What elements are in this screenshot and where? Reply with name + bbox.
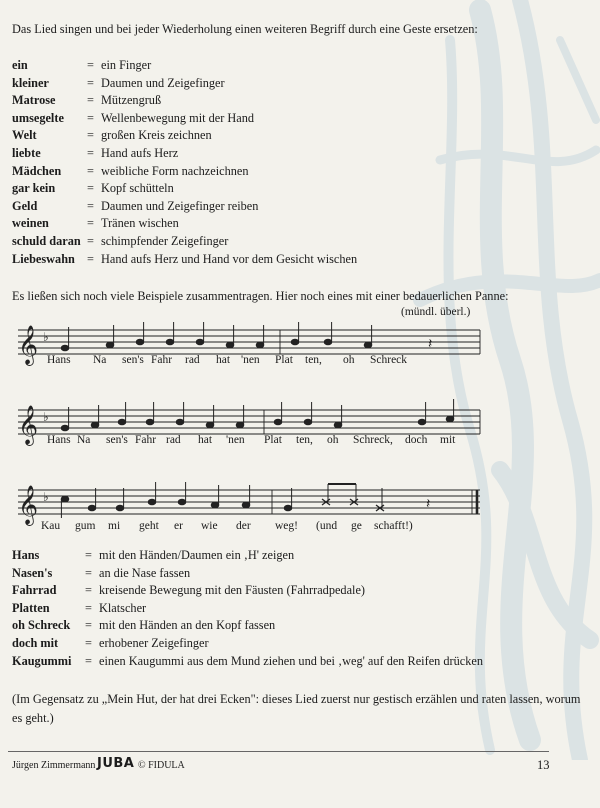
gesture-row xyxy=(12,618,483,636)
lyric-syllable: ge xyxy=(351,520,362,532)
gesture-row xyxy=(12,636,483,654)
svg-text:𝄽: 𝄽 xyxy=(428,337,433,352)
gesture-meaning: Daumen und Zeigefinger reiben xyxy=(101,198,259,213)
lyric-syllable: (und xyxy=(316,520,338,532)
equals-sign: = xyxy=(85,548,92,562)
lyric-syllable: Hans xyxy=(47,354,71,366)
gesture-term: gar kein xyxy=(12,181,56,196)
gesture-meaning: Klatscher xyxy=(99,600,147,615)
source-note: (mündl. überl.) xyxy=(401,306,471,318)
gesture-list-2 xyxy=(12,548,483,671)
gesture-meaning: weibliche Form nachzeichnen xyxy=(101,163,249,178)
lyric-syllable: Plat xyxy=(264,434,282,446)
gesture-term: Hans xyxy=(12,548,40,562)
equals-sign: = xyxy=(85,635,92,650)
equals-sign: = xyxy=(87,58,94,72)
gesture-meaning: kreisende Bewegung mit den Fäusten (Fahrradpedale) xyxy=(99,583,366,598)
svg-text:𝄽: 𝄽 xyxy=(426,497,431,512)
lyric-syllable: geht xyxy=(139,520,159,532)
gesture-meaning: Mützengruß xyxy=(101,93,162,108)
lyric-syllable: wie xyxy=(201,520,218,532)
lyric-syllable: doch xyxy=(405,434,428,446)
equals-sign: = xyxy=(85,565,92,580)
footer-publisher: © FIDULA xyxy=(138,760,185,771)
lyric-syllable: Na xyxy=(77,434,91,446)
lyric-syllable: Na xyxy=(93,354,107,366)
gesture-row xyxy=(12,164,357,182)
lyric-syllable: rad xyxy=(185,354,200,366)
svg-text:♭: ♭ xyxy=(43,490,49,504)
lyric-syllable: Schreck xyxy=(370,354,408,366)
equals-sign: = xyxy=(87,128,94,143)
svg-text:♭: ♭ xyxy=(43,330,49,344)
gesture-row xyxy=(12,58,357,76)
equals-sign: = xyxy=(87,145,94,160)
lyric-syllable: Hans xyxy=(47,434,71,446)
second-intro-text: Es ließen sich noch viele Beispiele zusammentragen. Hier noch eines mit einer bedauerlichen Panne: xyxy=(12,289,509,303)
lyric-syllable: Schreck, xyxy=(353,434,393,446)
gesture-meaning: Hand aufs Herz xyxy=(101,145,179,160)
gesture-meaning: Daumen und Zeigefinger xyxy=(101,75,225,90)
juba-logo: JUBA xyxy=(97,756,135,771)
gesture-meaning: Hand aufs Herz und Hand vor dem Gesicht wischen xyxy=(101,251,358,266)
gesture-row xyxy=(12,601,483,619)
lyric-syllable: gum xyxy=(75,520,96,532)
gesture-term: ein xyxy=(12,58,28,72)
gesture-row xyxy=(12,111,357,129)
lyric-syllable: oh xyxy=(343,354,355,366)
equals-sign: = xyxy=(87,181,94,196)
lyric-syllable: 'nen xyxy=(226,434,245,446)
lyric-syllable: Fahr xyxy=(135,434,157,446)
equals-sign: = xyxy=(85,618,92,633)
gesture-row xyxy=(12,252,357,270)
gesture-row xyxy=(12,566,483,584)
lyric-syllable: ten, xyxy=(305,354,322,366)
gesture-term: kleiner xyxy=(12,75,49,90)
gesture-row xyxy=(12,654,483,672)
svg-text:𝄞: 𝄞 xyxy=(18,485,39,525)
gesture-row xyxy=(12,181,357,199)
page-number: 13 xyxy=(537,758,550,772)
lyric-syllable: schafft!) xyxy=(374,520,413,532)
gesture-meaning: Wellenbewegung mit der Hand xyxy=(101,110,255,125)
lyric-syllable: weg! xyxy=(275,520,298,532)
gesture-row xyxy=(12,76,357,94)
lyric-syllable: Kau xyxy=(41,520,61,532)
lyric-syllable: oh xyxy=(327,434,339,446)
gesture-row xyxy=(12,216,357,234)
gesture-row xyxy=(12,548,483,566)
equals-sign: = xyxy=(87,163,94,178)
gesture-meaning: erhobener Zeigefinger xyxy=(99,635,209,650)
gesture-meaning: Tränen wischen xyxy=(101,216,179,231)
lyrics-line-3 xyxy=(0,520,600,536)
lyric-syllable: 'nen xyxy=(241,354,260,366)
equals-sign: = xyxy=(87,198,94,213)
footer-divider xyxy=(8,751,549,752)
equals-sign: = xyxy=(85,653,92,668)
gesture-meaning: schimpfender Zeigefinger xyxy=(101,233,229,248)
lyric-syllable: der xyxy=(236,520,251,532)
svg-text:♭: ♭ xyxy=(43,410,49,424)
lyric-syllable: mit xyxy=(440,434,456,446)
equals-sign: = xyxy=(85,583,92,598)
gesture-term: Matrose xyxy=(12,93,56,108)
gesture-term: Geld xyxy=(12,198,38,213)
lyric-syllable: mi xyxy=(108,520,121,532)
gesture-term: Welt xyxy=(12,128,37,143)
equals-sign: = xyxy=(87,233,94,248)
gesture-row xyxy=(12,234,357,252)
gesture-row xyxy=(12,93,357,111)
equals-sign: = xyxy=(87,110,94,125)
closing-note: (Im Gegensatz zu „Mein Hut, der hat drei Ecken": dieses Lied zuerst nur gestisch erzählen und raten lassen, worum es geht.) xyxy=(12,692,581,725)
gesture-term: Mädchen xyxy=(12,163,62,178)
gesture-list xyxy=(12,58,357,269)
lyric-syllable: sen's xyxy=(122,354,144,366)
gesture-term: weinen xyxy=(12,216,49,231)
lyric-syllable: ten, xyxy=(296,434,313,446)
gesture-term: doch mit xyxy=(12,635,59,650)
gesture-row xyxy=(12,146,357,164)
gesture-term: liebte xyxy=(12,145,41,160)
lyric-syllable: Fahr xyxy=(151,354,173,366)
gesture-term: Liebeswahn xyxy=(12,251,75,266)
lyric-syllable: hat xyxy=(216,354,231,366)
gesture-meaning: ein Finger xyxy=(101,58,152,72)
gesture-meaning: einen Kaugummi aus dem Mund ziehen und bei ‚weg' auf den Reifen drücken xyxy=(99,653,483,668)
gesture-meaning: großen Kreis zeichnen xyxy=(101,128,212,143)
gesture-term: Kaugummi xyxy=(12,653,72,668)
intro-text: Das Lied singen und bei jeder Wiederholung einen weiteren Begriff durch eine Geste ersetzen: xyxy=(12,22,478,36)
lyrics-line-1 xyxy=(0,354,600,370)
lyrics-line-2 xyxy=(0,434,600,450)
svg-text:𝄞: 𝄞 xyxy=(18,405,39,445)
lyric-syllable: rad xyxy=(166,434,181,446)
equals-sign: = xyxy=(87,251,94,266)
gesture-term: umsegelte xyxy=(12,110,64,125)
gesture-row xyxy=(12,199,357,217)
gesture-term: Fahrrad xyxy=(12,583,57,598)
lyric-syllable: hat xyxy=(198,434,213,446)
gesture-term: oh Schreck xyxy=(12,618,71,633)
footer-author: Jürgen Zimmermann xyxy=(12,760,96,771)
equals-sign: = xyxy=(87,75,94,90)
lyric-syllable: sen's xyxy=(106,434,128,446)
equals-sign: = xyxy=(87,93,94,108)
gesture-meaning: mit den Händen an den Kopf fassen xyxy=(99,618,276,633)
equals-sign: = xyxy=(85,600,92,615)
gesture-row xyxy=(12,128,357,146)
lyric-syllable: Plat xyxy=(275,354,293,366)
svg-text:𝄞: 𝄞 xyxy=(18,325,39,365)
gesture-row xyxy=(12,583,483,601)
gesture-term: Platten xyxy=(12,600,50,615)
equals-sign: = xyxy=(87,216,94,231)
gesture-term: Nasen's xyxy=(12,565,53,580)
gesture-term: schuld daran xyxy=(12,233,81,248)
gesture-meaning: mit den Händen/Daumen ein ‚H' zeigen xyxy=(99,548,295,562)
gesture-meaning: Kopf schütteln xyxy=(101,181,174,196)
gesture-meaning: an die Nase fassen xyxy=(99,565,191,580)
lyric-syllable: er xyxy=(174,520,183,532)
